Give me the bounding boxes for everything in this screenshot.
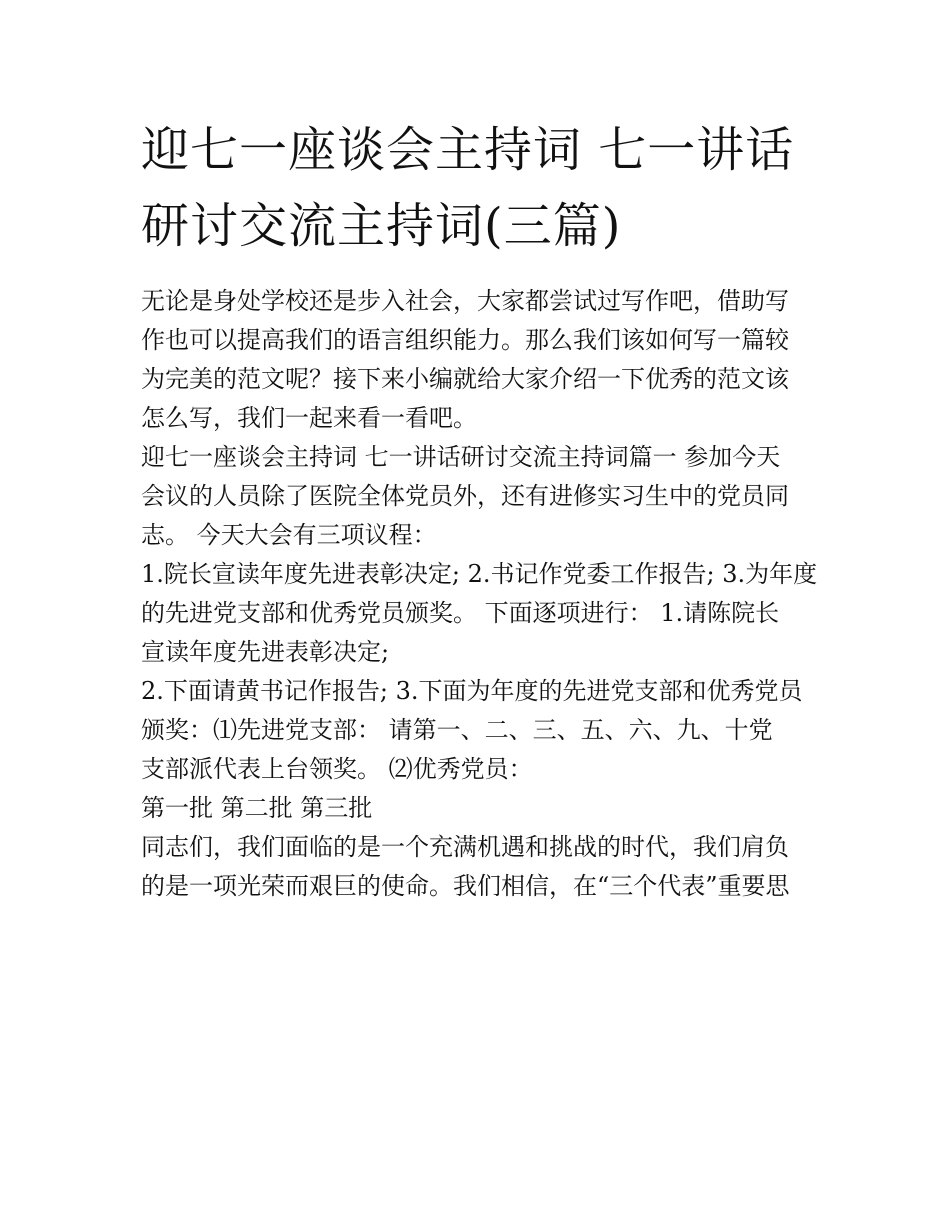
paragraph-line: 支部派代表上台领奖。 ⑵优秀党员： [141,755,533,783]
document-title [141,112,821,264]
title-line: 研讨交流主持词(三篇) [141,198,622,254]
title-line: 迎七一座谈会主持词 七一讲话 [141,122,795,178]
paragraph-line: 无论是身处学校还是步入社会，大家都尝试过写作吧，借助写 [141,287,789,315]
paragraph-line: 迎七一座谈会主持词 七一讲话研讨交流主持词篇一 参加今天 [141,443,781,471]
paragraph-line: 志。 今天大会有三项议程： [141,521,437,549]
paragraph-line: 作也可以提高我们的语言组织能力。那么我们该如何写一篇较 [141,326,789,354]
paragraph-line: 的先进党支部和优秀党员颁奖。 下面逐项进行： 1.请陈院长 [141,599,780,627]
paragraph-line: 第一批 第二批 第三批 [141,794,373,822]
document-body [141,282,821,906]
paragraph-line: 的是一项光荣而艰巨的使命。我们相信，在“三个代表”重要思 [141,872,790,900]
paragraph-line: 宣读年度先进表彰决定; [141,638,390,666]
paragraph-line: 同志们，我们面临的是一个充满机遇和挑战的时代，我们肩负 [141,833,789,861]
paragraph-line: 颁奖：⑴先进党支部： 请第一、二、三、五、六、九、十党 [141,716,773,744]
paragraph-line: 怎么写，我们一起来看一看吧。 [141,404,477,432]
paragraph-line: 会议的人员除了医院全体党员外，还有进修实习生中的党员同 [141,482,789,510]
paragraph-line: 2.下面请黄书记作报告; 3.下面为年度的先进党支部和优秀党员 [141,677,803,705]
paragraph-line: 为完美的范文呢？接下来小编就给大家介绍一下优秀的范文该 [141,365,789,393]
paragraph-line: 1.院长宣读年度先进表彰决定; 2.书记作党委工作报告; 3.为年度 [141,560,818,588]
